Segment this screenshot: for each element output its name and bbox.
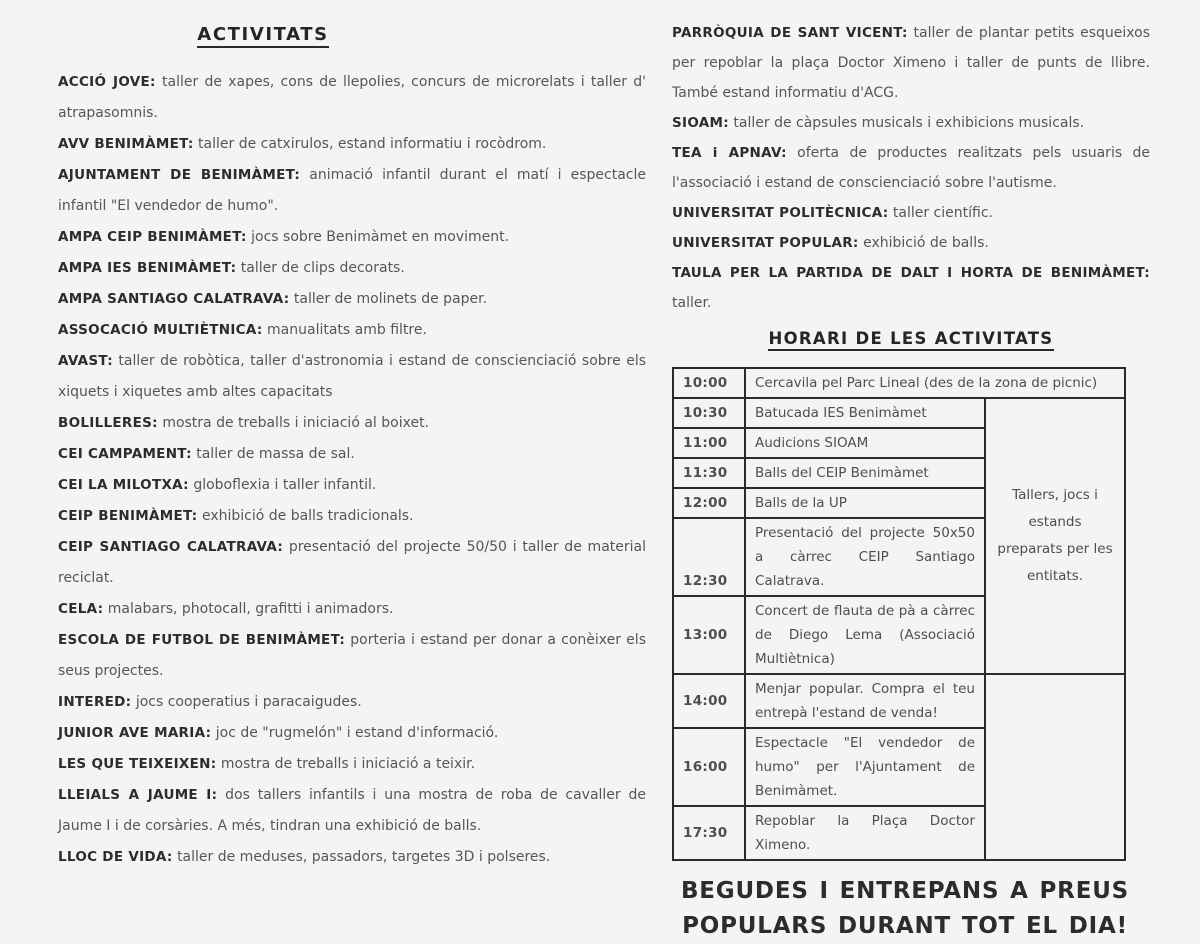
schedule-activity-cell: Repoblar la Plaça Doctor Ximeno. [745, 806, 985, 860]
schedule-table [672, 367, 1126, 861]
entity-name: AJUNTAMENT DE BENIMÀMET: [58, 167, 301, 183]
footer-banner [672, 874, 1138, 944]
schedule-side-note: Tallers, jocs i estands preparats per les entitats. [985, 398, 1125, 674]
schedule-activity-cell: Presentació del projecte 50x50 a càrrec CEIP Santiago Calatrava. [745, 518, 985, 596]
entity-name: SIOAM: [672, 115, 729, 131]
schedule-title: HORARI DE LES ACTIVITATS [768, 329, 1053, 351]
entity-description: taller de plantar petits esqueixos per repoblar la plaça Doctor Ximeno i taller de punts de llibre. També estand informatiu d'ACG. [672, 25, 1150, 101]
activity-entry [58, 67, 646, 129]
schedule-time-cell: 10:30 [673, 398, 745, 428]
entity-name: LLEIALS A JAUME I: [58, 787, 218, 803]
activity-entry [58, 780, 646, 842]
schedule-time-cell: 12:30 [673, 518, 745, 596]
activity-entry [672, 258, 1150, 318]
entity-name: AMPA IES BENIMÀMET: [58, 260, 237, 276]
activity-entry [58, 346, 646, 408]
entity-name: TEA i APNAV: [672, 145, 787, 161]
entity-description: exhibició de balls. [863, 235, 989, 251]
entity-description: taller. [672, 295, 712, 311]
entity-name: AMPA SANTIAGO CALATRAVA: [58, 291, 290, 307]
entity-description: animació infantil durant el matí i espectacle infantil "El vendedor de humo". [58, 167, 646, 214]
activity-entry [58, 687, 646, 718]
entity-name: CEIP BENIMÀMET: [58, 508, 198, 524]
entity-description: malabars, photocall, grafitti i animadors. [107, 601, 394, 617]
activity-entry [58, 284, 646, 315]
activities-title: ACTIVITATS [197, 24, 328, 48]
schedule-time-cell: 11:00 [673, 428, 745, 458]
entity-description: taller de càpsules musicals i exhibicions musicals. [733, 115, 1085, 131]
activities-list [58, 67, 646, 873]
activity-entry [58, 439, 646, 470]
activity-entry [58, 470, 646, 501]
activity-entry [58, 253, 646, 284]
entity-name: INTERED: [58, 694, 132, 710]
entity-name: UNIVERSITAT POLITÈCNICA: [672, 205, 889, 221]
entity-description: taller de molinets de paper. [293, 291, 488, 307]
schedule-row [673, 398, 1125, 428]
entity-name: CEI LA MILOTXA: [58, 477, 189, 493]
schedule-time-cell: 11:30 [673, 458, 745, 488]
entity-name: ESCOLA DE FUTBOL DE BENIMÀMET: [58, 632, 346, 648]
schedule-time-cell: 10:00 [673, 368, 745, 398]
schedule-table-body [673, 368, 1125, 860]
entity-name: AVAST: [58, 353, 113, 369]
entity-name: PARRÒQUIA DE SANT VICENT: [672, 25, 908, 41]
entity-name: ASSOCACIÓ MULTIÈTNICA: [58, 322, 263, 338]
entity-description: jocs sobre Benimàmet en moviment. [251, 229, 510, 245]
entity-description: globoflexia i taller infantil. [193, 477, 377, 493]
schedule-time-cell: 13:00 [673, 596, 745, 674]
footer-line-2: POPULARS DURANT TOT EL DIA! [682, 913, 1128, 939]
entity-name: AMPA CEIP BENIMÀMET: [58, 229, 247, 245]
schedule-activity-cell: Cercavila pel Parc Lineal (des de la zona de picnic) [745, 368, 1125, 398]
entity-description: exhibició de balls tradicionals. [201, 508, 414, 524]
entity-name: LLOC DE VIDA: [58, 849, 173, 865]
activity-entry [58, 129, 646, 160]
schedule-activity-cell: Espectacle "El vendedor de humo" per l'Ajuntament de Benimàmet. [745, 728, 985, 806]
entity-description: taller de robòtica, taller d'astronomia i estand de conscienciació sobre els xiquets i xiquetes amb altes capacitats [58, 353, 647, 400]
entity-description: jocs cooperatius i paracaigudes. [135, 694, 362, 710]
activity-entry [672, 138, 1150, 198]
schedule-activity-cell: Menjar popular. Compra el teu entrepà l'estand de venda! [745, 674, 985, 728]
entity-name: TAULA PER LA PARTIDA DE DALT I HORTA DE BENIMÀMET: [672, 265, 1150, 281]
footer-line-1: BEGUDES I ENTREPANS A PREUS [680, 878, 1130, 904]
entity-name: UNIVERSITAT POPULAR: [672, 235, 859, 251]
activity-entry [58, 532, 646, 594]
entity-name: CEI CAMPAMENT: [58, 446, 192, 462]
activities-title-wrap [58, 24, 468, 48]
entity-description: taller de xapes, cons de llepolies, concurs de microrelats i taller d' atrapasomnis. [58, 74, 647, 121]
entity-description: taller de catxirulos, estand informatiu i rocòdrom. [198, 136, 547, 152]
left-column [58, 24, 646, 873]
schedule-activity-cell: Balls de la UP [745, 488, 985, 518]
entity-description: presentació del projecte 50/50 i taller de material reciclat. [58, 539, 646, 586]
schedule-time-cell: 12:00 [673, 488, 745, 518]
activity-entry [58, 842, 646, 873]
entity-description: taller de massa de sal. [196, 446, 355, 462]
entity-name: ACCIÓ JOVE: [58, 74, 156, 90]
entity-description: taller de meduses, passadors, targetes 3D i polseres. [177, 849, 551, 865]
entity-name: JUNIOR AVE MARIA: [58, 725, 212, 741]
entity-description: taller de clips decorats. [240, 260, 405, 276]
entity-description: joc de "rugmelón" i estand d'informació. [215, 725, 499, 741]
entity-description: oferta de productes realitzats pels usuaris de l'associació i estand de conscienciació sobre l'autisme. [672, 145, 1151, 191]
activity-entry [58, 501, 646, 532]
activity-entry [58, 160, 646, 222]
right-column [672, 18, 1150, 944]
entity-description: taller científic. [892, 205, 993, 221]
entity-description: dos tallers infantils i una mostra de roba de cavaller de Jaume I i de corsàries. A més, tindran una exhibició de balls. [58, 787, 646, 834]
schedule-row [673, 368, 1125, 398]
schedule-time-cell: 17:30 [673, 806, 745, 860]
entity-description: porteria i estand per donar a conèixer els seus projectes. [58, 632, 646, 679]
schedule-activity-cell: Concert de flauta de pà a càrrec de Diego Lema (Associació Multiètnica) [745, 596, 985, 674]
schedule-activity-cell: Audicions SIOAM [745, 428, 985, 458]
activity-entry [58, 315, 646, 346]
activity-entry [58, 594, 646, 625]
schedule-activity-cell: Balls del CEIP Benimàmet [745, 458, 985, 488]
activity-entry [58, 749, 646, 780]
schedule-time-cell: 16:00 [673, 728, 745, 806]
entity-description: mostra de treballs i iniciació al boixet. [162, 415, 430, 431]
entity-name: AVV BENIMÀMET: [58, 136, 194, 152]
activity-entry [58, 408, 646, 439]
entity-name: BOLILLERES: [58, 415, 158, 431]
entity-description: manualitats amb filtre. [267, 322, 427, 338]
entity-name: CEIP SANTIAGO CALATRAVA: [58, 539, 284, 555]
schedule-title-wrap [672, 329, 1150, 351]
entity-name: CELA: [58, 601, 104, 617]
entity-name: LES QUE TEIXEIXEN: [58, 756, 217, 772]
schedule-time-cell: 14:00 [673, 674, 745, 728]
activity-entry [672, 198, 1150, 228]
activity-entry [672, 228, 1150, 258]
activity-entry [672, 108, 1150, 138]
activity-entry [58, 718, 646, 749]
activity-entry [58, 222, 646, 253]
schedule-activity-cell: Batucada IES Benimàmet [745, 398, 985, 428]
right-entries-list [672, 18, 1150, 318]
activity-entry [672, 18, 1150, 108]
schedule-row [673, 674, 1125, 728]
activity-entry [58, 625, 646, 687]
entity-description: mostra de treballs i iniciació a teixir. [220, 756, 476, 772]
schedule-side-empty [985, 674, 1125, 860]
